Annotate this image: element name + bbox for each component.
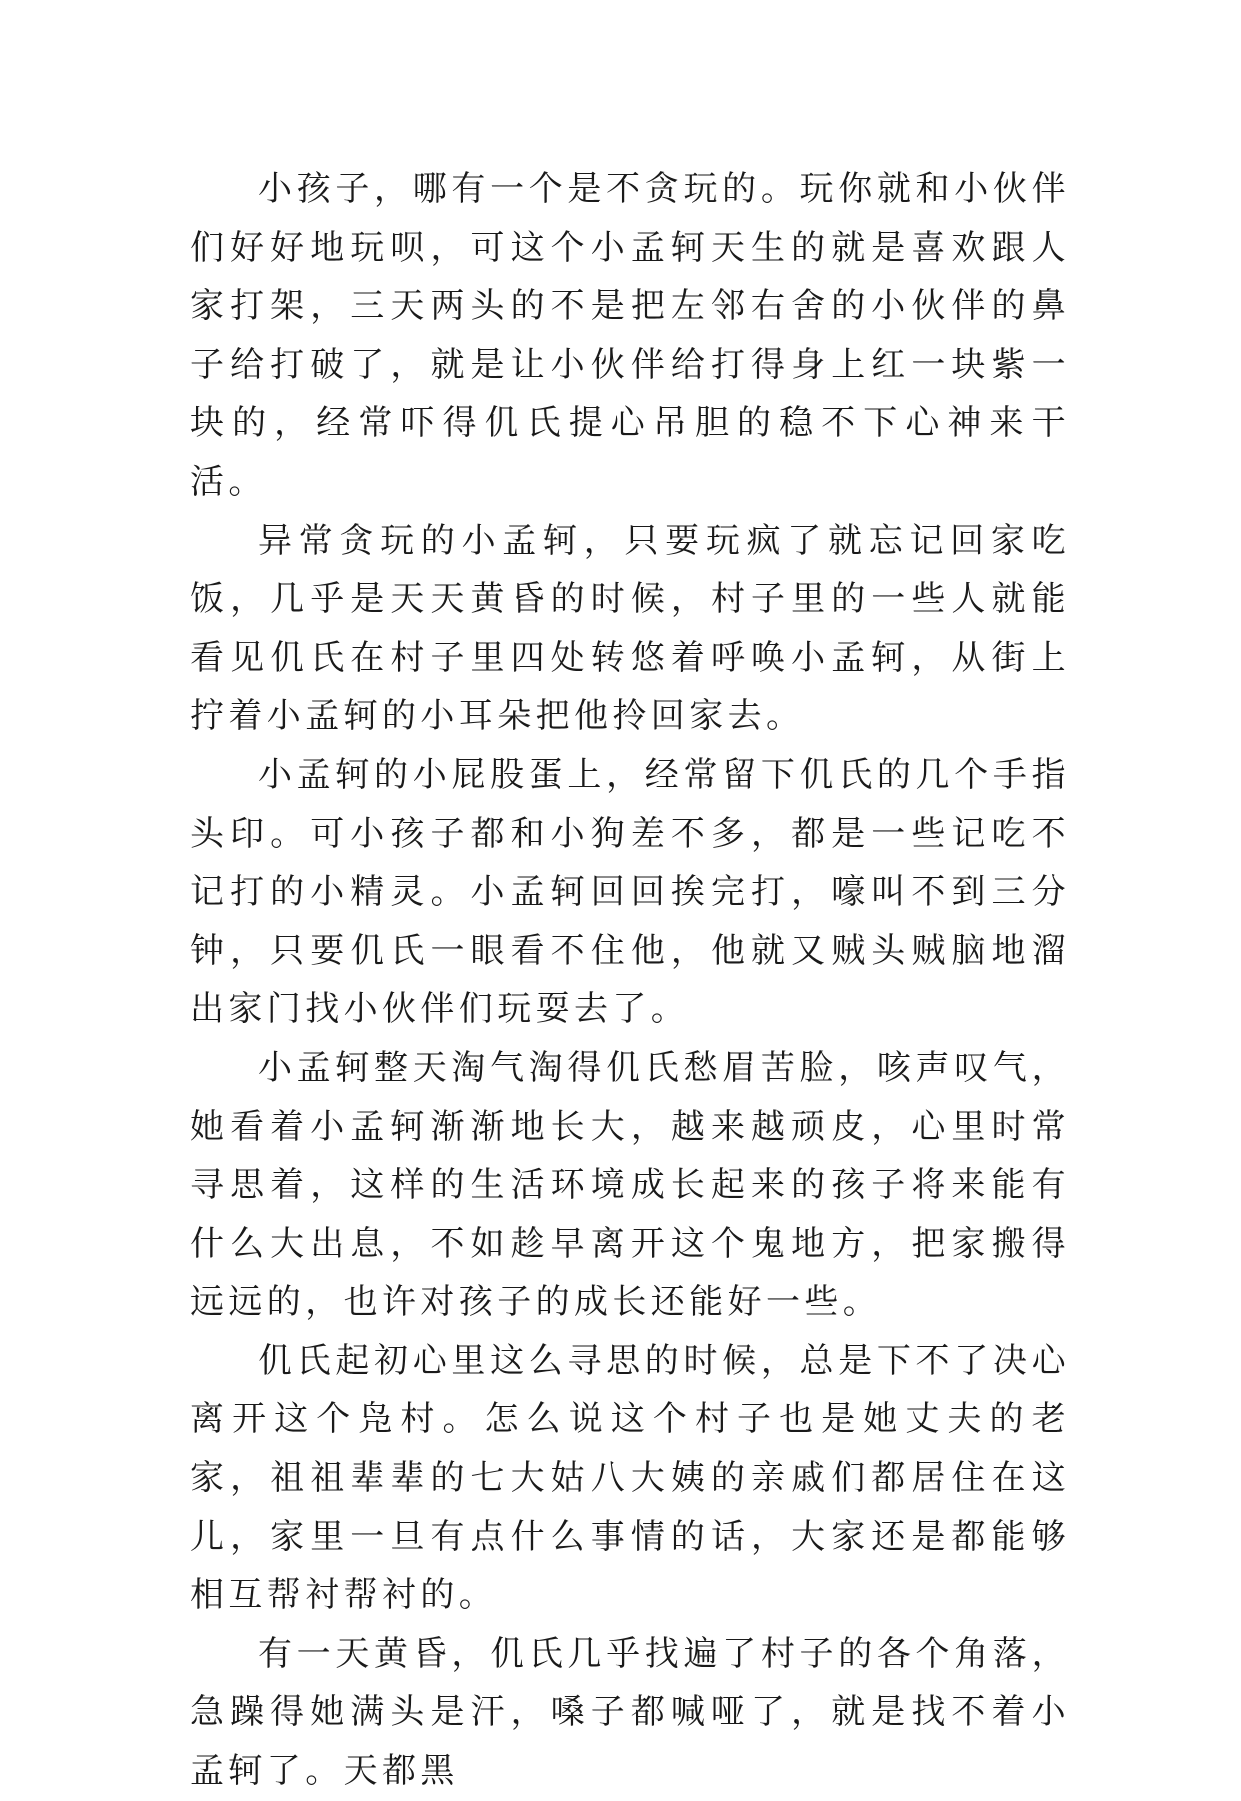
paragraph-1: 小孩子，哪有一个是不贪玩的。玩你就和小伙伴们好好地玩呗，可这个小孟轲天生的就是喜欢跟人家打架，三天两头的不是把左邻右舍的小伙伴的鼻子给打破了，就是让小伙伴给打得身上红一块紫一块的，经常吓得仉氏提心吊胆的稳不下心神来干活。 (190, 169, 1070, 502)
paragraph-6: 有一天黄昏，仉氏几乎找遍了村子的各个角落，急躁得她满头是汗，嗓子都喊哑了，就是找不着小孟轲了。天都黑 (190, 1633, 1070, 1792)
paragraph-2: 异常贪玩的小孟轲，只要玩疯了就忘记回家吃饭，几乎是天天黄昏的时候，村子里的一些人就能看见仉氏在村子里四处转悠着呼唤小孟轲，从街上拧着小孟轲的小耳朵把他拎回家去。 (190, 520, 1070, 737)
paragraph-4: 小孟轲整天淘气淘得仉氏愁眉苦脸，咳声叹气，她看着小孟轲渐渐地长大，越来越顽皮，心里时常寻思着，这样的生活环境成长起来的孩子将来能有什么大出息，不如趁早离开这个鬼地方，把家搬得远远的，也许对孩子的成长还能好一些。 (190, 1047, 1070, 1323)
paragraph-3: 小孟轲的小屁股蛋上，经常留下仉氏的几个手指头印。可小孩子都和小狗差不多，都是一些记吃不记打的小精灵。小孟轲回回挨完打，嚎叫不到三分钟，只要仉氏一眼看不住他，他就又贼头贼脑地溜出家门找小伙伴们玩耍去了。 (190, 754, 1070, 1030)
paragraph-5: 仉氏起初心里这么寻思的时候，总是下不了决心离开这个凫村。怎么说这个村子也是她丈夫的老家，祖祖辈辈的七大姑八大姨的亲戚们都居住在这儿，家里一旦有点什么事情的话，大家还是都能够相互帮衬帮衬的。 (190, 1340, 1070, 1616)
body-text (190, 160, 1070, 1801)
